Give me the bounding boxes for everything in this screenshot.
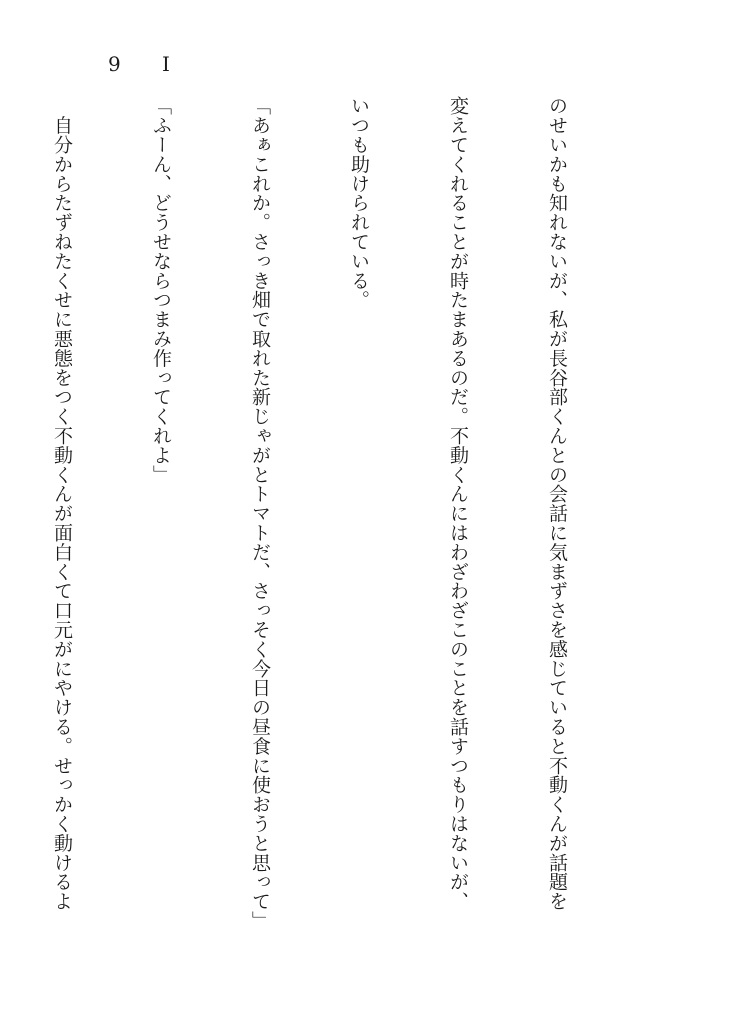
text-line: いつも助けられている。	[348, 96, 370, 310]
text-line: 「あぁこれか。さっき畑で取れた新じゃがとトマトだ、さっそく今日の昼食に使おうと思って」	[249, 96, 271, 931]
text-line: 変えてくれることが時たまあるのだ。不動くんにはわざわざこのことを話すつもりはないが、	[447, 96, 469, 911]
text-line: のせいかも知れないが、私が長谷部くんとの会話に気まずさを感じていると不動くんが話題を	[546, 96, 568, 911]
body-text	[0, 96, 639, 976]
section-label: I	[162, 52, 170, 76]
page-number: 9	[108, 52, 121, 76]
text-line: 自分からたずねたくせに悪態をつく不動くんが面白くて口元がにやける。せっかく動けるよ	[51, 96, 73, 911]
text-line: 「ふーん、どうせならつまみ作ってくれよ」	[150, 96, 172, 484]
